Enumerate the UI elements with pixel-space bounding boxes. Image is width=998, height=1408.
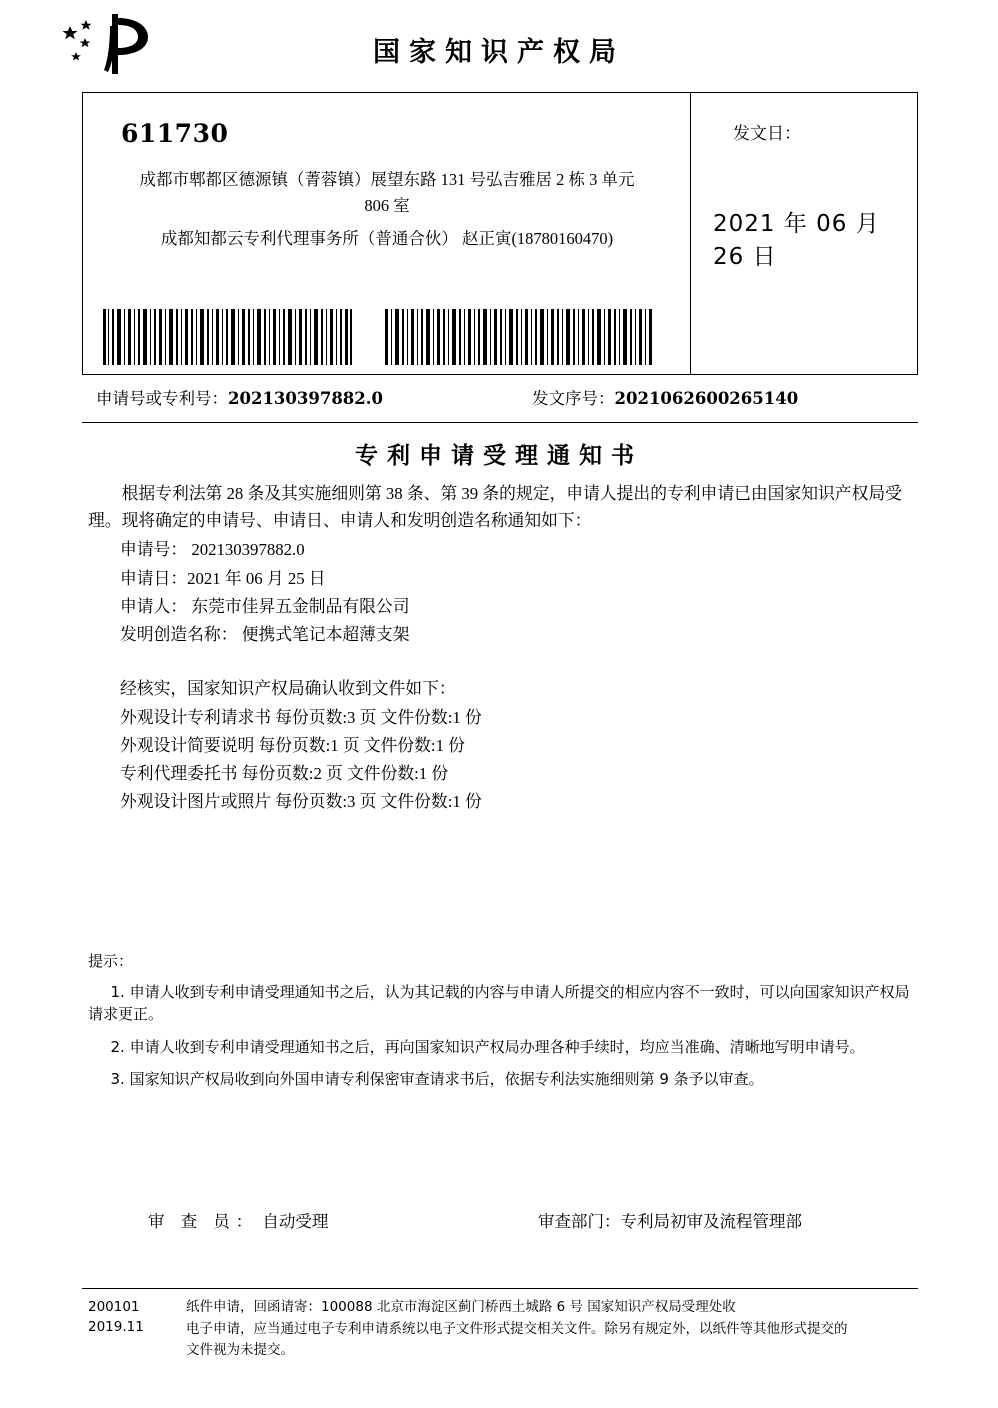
footer-line-3: 文件视为未提交。 xyxy=(186,1341,294,1358)
barcode-sequence-number xyxy=(383,309,657,365)
reference-number: 611730 xyxy=(121,119,229,148)
examiner-label: 审 查 员： xyxy=(148,1212,259,1231)
body-spacer xyxy=(88,649,912,675)
page-title: 国家知识产权局 xyxy=(373,37,625,68)
received-documents xyxy=(88,675,912,816)
field-application-number: 申请号： 202130397882.0 xyxy=(120,540,305,560)
examiner-field xyxy=(148,1208,328,1232)
tip-item: 1. 申请人收到专利申请受理通知书之后，认为其记载的内容与申请人所提交的相应内容不一致时，可以向国家知识产权局请求更正。 xyxy=(88,982,910,1023)
footer-line-2: 电子申请，应当通过电子专利申请系统以电子文件形式提交相关文件。除另有规定外，以纸件等其他形式提交的 xyxy=(186,1321,848,1338)
tip-item: 3. 国家知识产权局收到向外国申请专利保密审查请求书后，依据专利法实施细则第 9 条予以审查。 xyxy=(110,1070,764,1088)
recipient-box xyxy=(82,92,918,375)
sequence-number-value: 2021062600265140 xyxy=(614,389,799,408)
tip-item: 2. 申请人收到专利申请受理通知书之后，再向国家知识产权局办理各种手续时，均应当准确、清晰地写明申请号。 xyxy=(110,1037,865,1056)
document-item: 外观设计图片或照片 每份页数:3 页 文件份数:1 份 xyxy=(120,792,482,812)
field-applicant: 申请人： 东莞市佳昇五金制品有限公司 xyxy=(120,596,410,616)
footer-codes xyxy=(88,1297,178,1338)
divider-above-footer xyxy=(82,1288,918,1289)
address-line-1: 成都市郫都区德源镇（菁蓉镇）展望东路 131 号弘吉雅居 2 栋 3 单元 xyxy=(139,170,635,189)
footer-code-1: 200101 xyxy=(88,1299,140,1315)
footer-line-1: 纸件申请，回函请寄：100088 北京市海淀区蓟门桥西土城路 6 号 国家知识产权局受理处收 xyxy=(186,1299,736,1315)
sequence-number-field xyxy=(532,385,798,409)
application-number-value: 202130397882.0 xyxy=(228,389,383,408)
agent-line: 成都知都云专利代理事务所（普通合伙） 赵正寅(18780160470) xyxy=(160,229,614,248)
application-number-label: 申请号或专利号： xyxy=(96,389,228,408)
address-line-2: 806 室 xyxy=(364,195,410,215)
application-number-field xyxy=(96,385,383,409)
department-value: 专利局初审及流程管理部 xyxy=(620,1212,802,1231)
recipient-address xyxy=(101,167,673,218)
body-paragraph: 根据专利法第 28 条及其实施细则第 38 条、第 39 条的规定，申请人提出的专利申请已由国家知识产权局受理。现将确定的申请号、申请日、申请人和发明创造名称通知如下： xyxy=(88,484,902,531)
tips-section xyxy=(88,950,916,1101)
documents-intro: 经核实，国家知识产权局确认收到文件如下： xyxy=(120,679,456,699)
document-item: 外观设计简要说明 每份页数:1 页 文件份数:1 份 xyxy=(120,735,465,755)
document-item: 专利代理委托书 每份页数:2 页 文件份数:1 份 xyxy=(120,763,449,783)
examiner-value: 自动受理 xyxy=(262,1212,329,1231)
document-item: 外观设计专利请求书 每份页数:3 页 文件份数:1 份 xyxy=(120,707,482,727)
footer-code-2: 2019.11 xyxy=(88,1319,144,1336)
divider-under-numbers xyxy=(82,422,918,423)
department-label: 审查部门： xyxy=(538,1212,621,1231)
department-field xyxy=(538,1208,802,1232)
document-header xyxy=(0,0,998,88)
barcode-application-number xyxy=(101,309,355,365)
sequence-number-label: 发文序号： xyxy=(532,389,615,408)
issue-date-value: 2021 年 06 月 26 日 xyxy=(713,211,880,270)
tips-heading: 提示： xyxy=(88,952,134,970)
issue-date-label: 发文日： xyxy=(733,124,801,143)
application-fields xyxy=(88,536,912,649)
numbers-row xyxy=(82,383,918,419)
notice-title: 专利申请受理通知书 xyxy=(355,442,643,469)
notice-body xyxy=(88,480,912,816)
field-invention-title: 发明创造名称： 便携式笔记本超薄支架 xyxy=(120,625,410,645)
field-application-date: 申请日：2021 年 06 月 25 日 xyxy=(120,568,326,588)
footer-text xyxy=(186,1297,916,1360)
box-divider xyxy=(690,93,691,374)
